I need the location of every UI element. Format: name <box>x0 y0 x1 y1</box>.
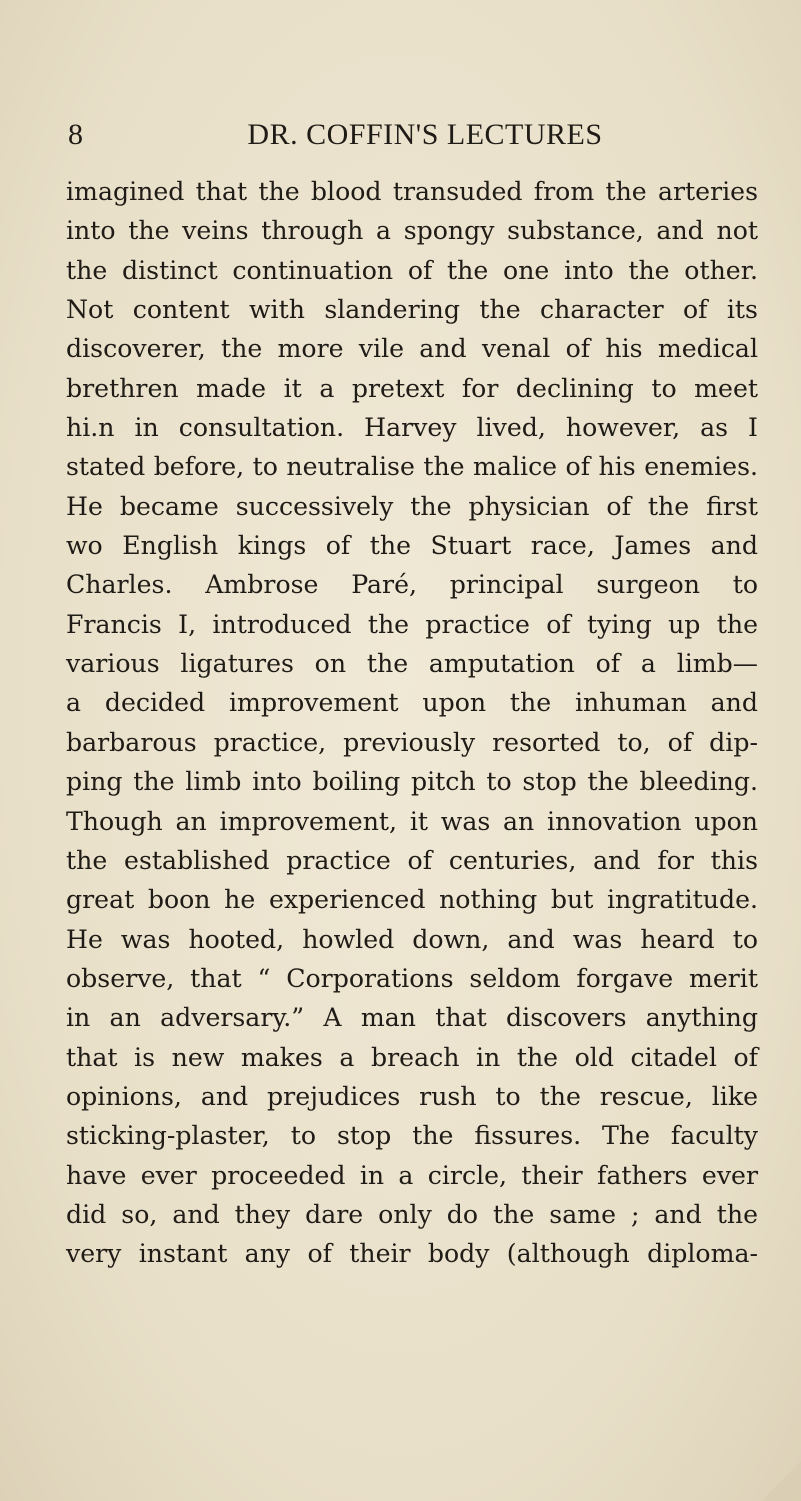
text-line: hi.n in consultation. Harvey lived, however, as I <box>66 413 758 443</box>
page-number: 8 <box>68 118 84 151</box>
text-line: that is new makes a breach in the old citadel of <box>66 1042 758 1072</box>
text-line: opinions, and prejudices rush to the rescue, like <box>66 1081 758 1111</box>
text-line: brethren made it a pretext for declining to meet <box>66 373 758 403</box>
text-line: did so, and they dare only do the same ; and the <box>66 1199 758 1229</box>
text-line: various ligatures on the amputation of a limb— <box>66 649 758 679</box>
text-line: have ever proceeded in a circle, their fathers ever <box>66 1160 758 1190</box>
page-corner <box>761 1461 801 1501</box>
text-line: into the veins through a spongy substance, and not <box>66 216 758 246</box>
text-line: Though an improvement, it was an innovation upon <box>66 806 758 836</box>
text-line: ping the limb into boiling pitch to stop the bleeding. <box>66 767 758 797</box>
text-line: the established practice of centuries, and for this <box>66 845 758 875</box>
text-line: the distinct continuation of the one into the other. <box>66 255 758 285</box>
text-line: barbarous practice, previously resorted to, of dip- <box>66 727 758 757</box>
text-line: sticking-plaster, to stop the fissures. The faculty <box>66 1121 758 1151</box>
running-title: DR. COFFIN'S LECTURES <box>247 118 603 151</box>
text-line: He became successively the physician of the first <box>66 491 758 521</box>
text-line: Not content with slandering the character of its <box>66 295 758 325</box>
text-line: observe, that “ Corporations seldom forgave merit <box>66 963 758 993</box>
text-line: Charles. Ambrose Paré, principal surgeon to <box>66 570 758 600</box>
running-head <box>68 118 728 154</box>
text-line: very instant any of their body (although diploma- <box>66 1239 758 1269</box>
text-line: imagined that the blood transuded from the arteries <box>66 177 758 206</box>
text-line: Francis I, introduced the practice of tying up the <box>66 609 758 639</box>
text-line: stated before, to neutralise the malice of his enemies. <box>66 452 758 482</box>
text-line: great boon he experienced nothing but ingratitude. <box>66 885 758 915</box>
text-line: discoverer, the more vile and venal of his medical <box>66 334 758 364</box>
text-line: in an adversary.” A man that discovers anything <box>66 1003 758 1033</box>
text-line: He was hooted, howled down, and was heard to <box>66 924 758 954</box>
text-line: a decided improvement upon the inhuman and <box>66 688 758 718</box>
body-text <box>66 172 758 1274</box>
text-line: wo English kings of the Stuart race, James and <box>66 531 758 561</box>
